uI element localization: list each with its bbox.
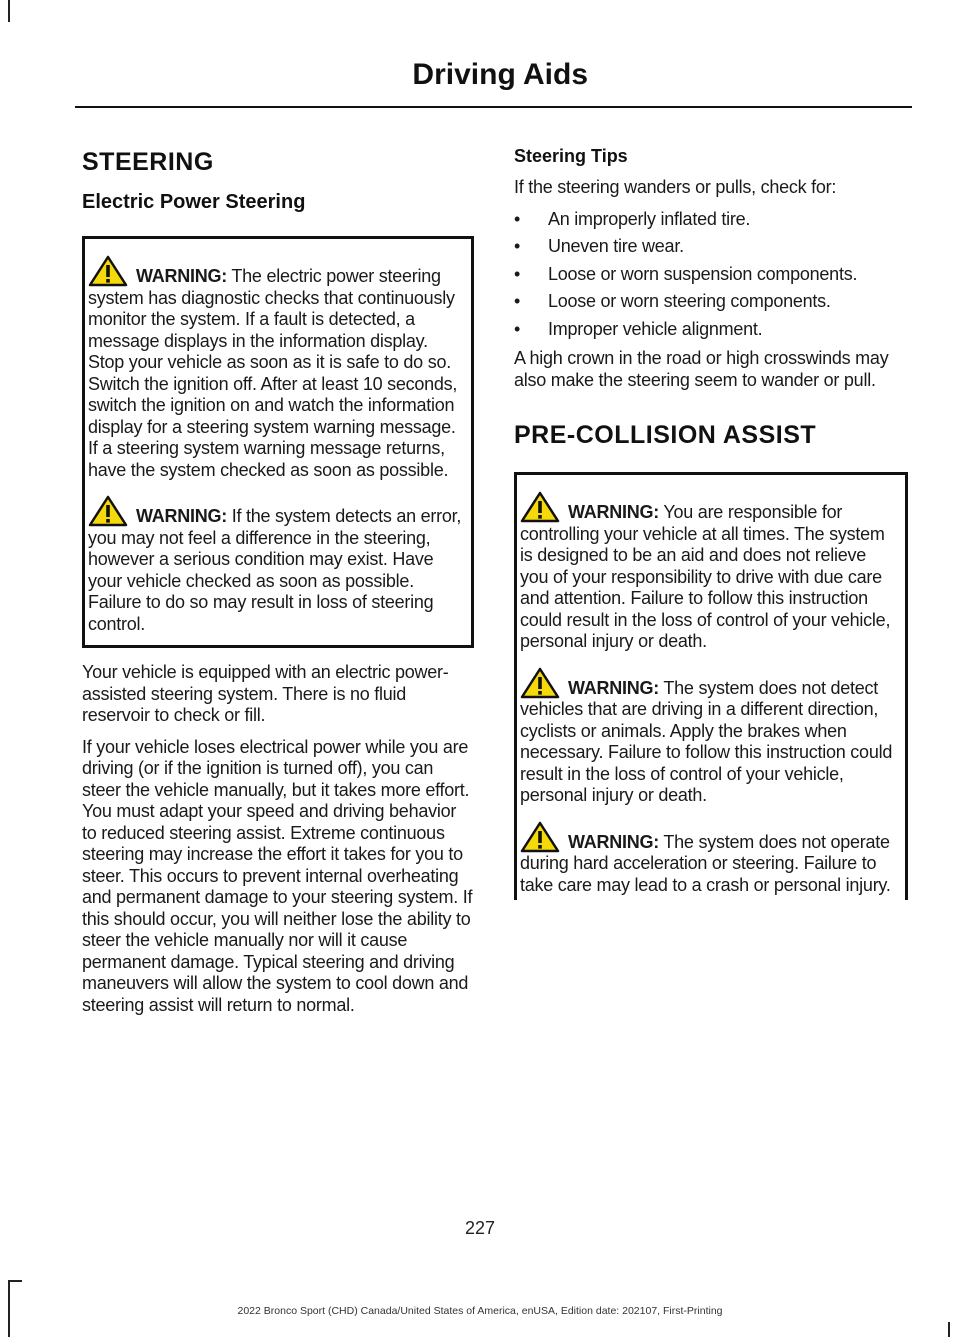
body-paragraph: If your vehicle loses electrical power while you are driving (or if the ignition is turned off), you can steer the vehicle manually, but it takes more effort. You must adapt your speed and driving behavior to reduced steering assist. Extreme continuous steering may increase the effort it takes for you to steer. This occurs to prevent internal overheating and permanent damage to your steering system. If this should occur, you will neither lose the ability to steer the vehicle manually nor will it cause permanent damage. Typical steering and driving maneuvers will allow the system to cool down and steering assist will return to normal. <box>82 736 473 1015</box>
list-item <box>514 264 908 286</box>
bullet: • <box>514 236 521 256</box>
warning-label: WARNING: <box>568 677 659 698</box>
warning-item <box>88 255 465 481</box>
crop-mark-top-left <box>8 0 10 22</box>
body-paragraph: Your vehicle is equipped with an electric power-assisted steering system. There is no fluid reservoir to check or fill. <box>82 662 449 725</box>
list-item-text: An improperly inflated tire. <box>548 208 751 229</box>
pca-warning-box <box>514 472 908 900</box>
steering-tips-heading: Steering Tips <box>514 146 628 166</box>
warning-text: The system does not operate during hard acceleration or steering. Failure to take care may lead to a crash or personal injury. <box>520 831 891 895</box>
bullet: • <box>514 291 521 311</box>
warning-text: The system does not detect vehicles that are driving in a different direction, cyclists or animals. Apply the brakes when necessary. Failure to follow this instruction could result in the loss of control of your vehicle, personal injury or death. <box>520 677 893 805</box>
crop-mark-bottom-left-h <box>8 1280 22 1282</box>
warning-label: WARNING: <box>136 506 227 526</box>
warning-label: WARNING: <box>136 266 227 286</box>
warning-item <box>520 667 899 807</box>
list-item <box>514 291 908 313</box>
warning-item <box>520 491 899 653</box>
bullet: • <box>514 318 521 339</box>
warning-text: You are responsible for controlling your vehicle at all times. The system is designed to be an aid and does not relieve you of your responsibility to drive with due care and attention. Failure to follow this instruction could result in the loss of control of your vehicle, personal injury or death. <box>520 502 891 651</box>
bullet: • <box>514 263 521 284</box>
tips-note: A high crown in the road or high crosswinds may also make the steering seem to wander or pull. <box>514 348 889 390</box>
header-rule <box>75 106 912 108</box>
steering-heading: STEERING <box>82 148 214 176</box>
tips-intro: If the steering wanders or pulls, check for: <box>514 177 837 197</box>
steering-warning-box <box>82 236 474 648</box>
right-column <box>514 140 908 914</box>
warning-triangle-icon <box>88 495 128 527</box>
crop-mark-bottom-right <box>948 1322 950 1337</box>
warning-text: If the system detects an error, you may not feel a difference in the steering, however a serious condition may exist. Have your vehicle checked as soon as possible. Failure to do so may result in loss of steering control. <box>88 506 462 634</box>
left-column <box>82 140 474 1026</box>
electric-power-steering-subheading: Electric Power Steering <box>82 191 306 213</box>
list-item <box>514 209 908 231</box>
list-item-text: Improper vehicle alignment. <box>548 318 763 339</box>
pre-collision-assist-heading: PRE-COLLISION ASSIST <box>514 421 817 449</box>
list-item-text: Uneven tire wear. <box>548 236 684 256</box>
page-number: 227 <box>464 1218 496 1238</box>
warning-label: WARNING: <box>568 502 659 522</box>
warning-triangle-icon <box>520 667 560 699</box>
list-item-text: Loose or worn steering components. <box>548 291 831 311</box>
warning-triangle-icon <box>520 491 560 523</box>
warning-item <box>520 821 899 897</box>
section-title: Driving Aids <box>412 58 588 91</box>
bullet: • <box>514 208 521 229</box>
tips-list <box>514 209 908 341</box>
warning-triangle-icon <box>88 255 128 287</box>
list-item-text: Loose or worn suspension components. <box>548 263 858 284</box>
list-item <box>514 236 908 258</box>
footer-edition-line: 2022 Bronco Sport (CHD) Canada/United States of America, enUSA, Edition date: 202107, First-Printing <box>237 1305 723 1317</box>
warning-label: WARNING: <box>568 831 659 852</box>
list-item <box>514 319 908 341</box>
warning-text: The electric power steering system has diagnostic checks that continuously monitor the system. If a fault is detected, a message displays in the information display. Stop your vehicle as soon as it is safe to do so. Switch the ignition off. After at least 10 seconds, switch the ignition on and watch the information display for a steering system warning message. If a steering system warning message returns, have the system checked as soon as possible. <box>88 266 458 480</box>
warning-triangle-icon <box>520 821 560 853</box>
warning-item <box>88 495 465 635</box>
